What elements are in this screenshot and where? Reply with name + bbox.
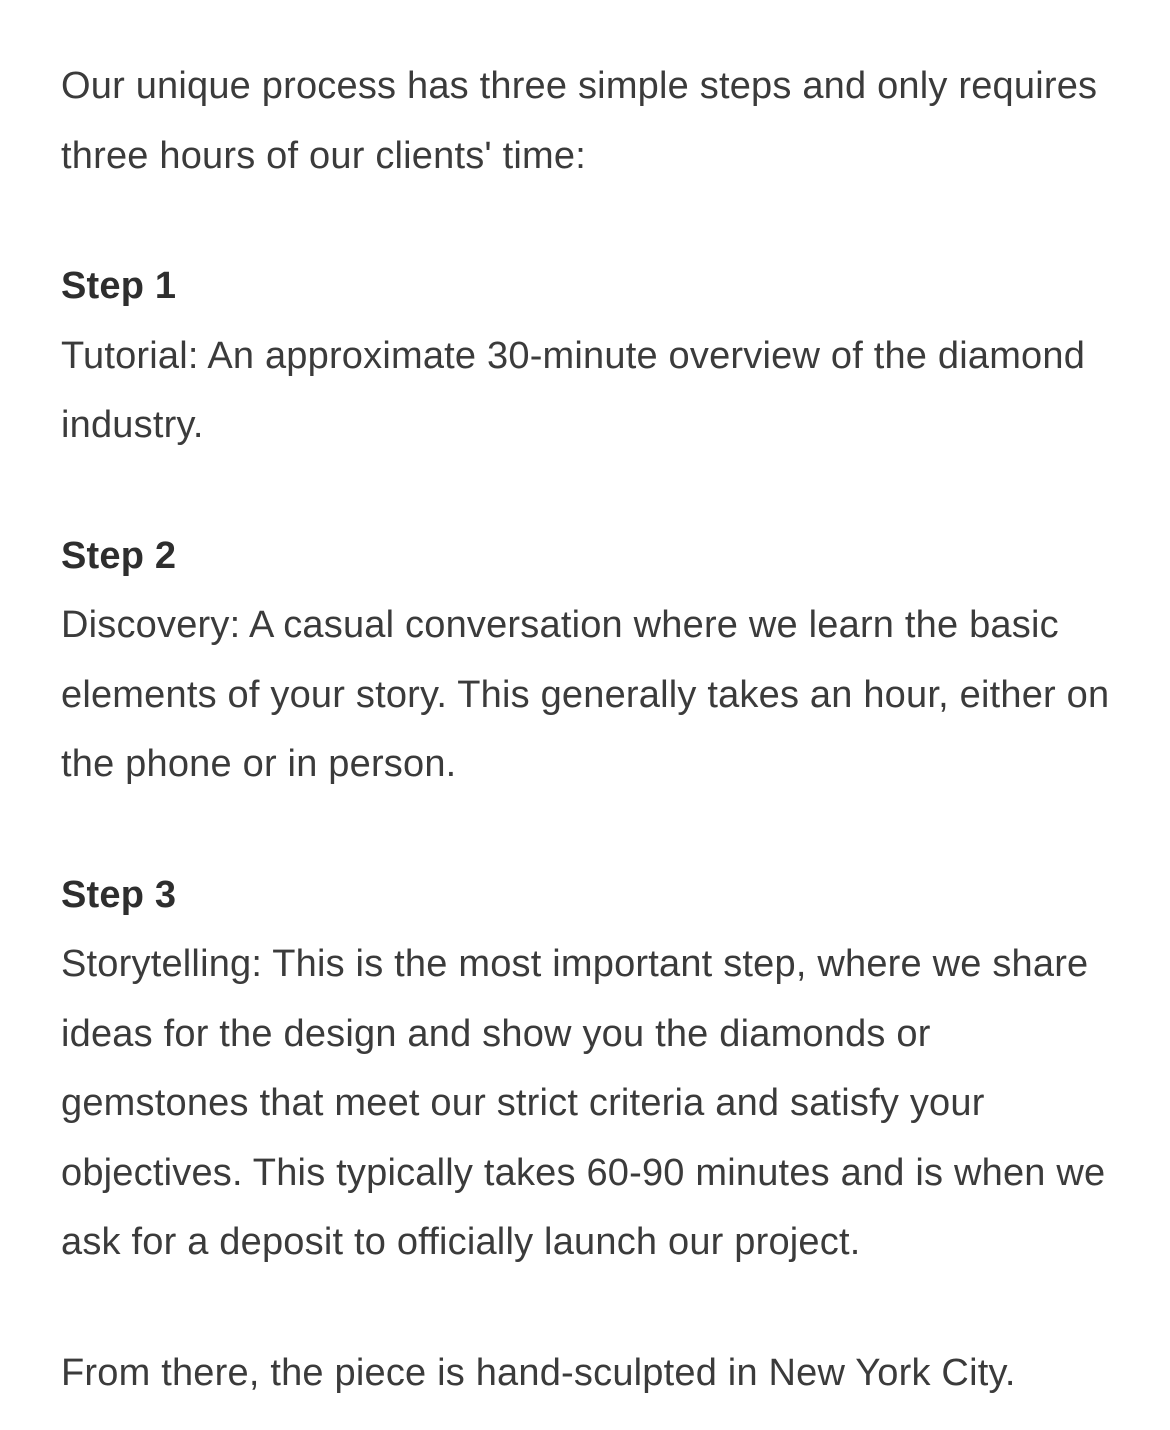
step-1-description: Tutorial: An approximate 30-minute overview of the diamond industry. xyxy=(61,334,1086,446)
closing-paragraph: From there, the piece is hand-sculpted in New York City. xyxy=(61,1351,1016,1394)
step-2-title: Step 2 xyxy=(61,534,177,577)
step-3-description: Storytelling: This is the most important step, where we share ideas for the design and show you the diamonds or gemstones that meet our strict criteria and satisfy your objectives. This typically takes 60-90 minutes and is when we ask for a deposit to officially launch our project. xyxy=(61,943,1106,1263)
step-1-title: Step 1 xyxy=(61,265,177,307)
step-3-title: Step 3 xyxy=(61,873,177,916)
step-1-section xyxy=(61,252,1110,461)
step-3-section xyxy=(61,861,1110,1278)
step-2-description: Discovery: A casual conversation where we learn the basic elements of your story. This generally takes an hour, either on the phone or in person. xyxy=(61,604,1110,785)
intro-paragraph: Our unique process has three simple steps and only requires three hours of our clients' time: xyxy=(61,65,1098,177)
step-2-section xyxy=(61,522,1110,800)
